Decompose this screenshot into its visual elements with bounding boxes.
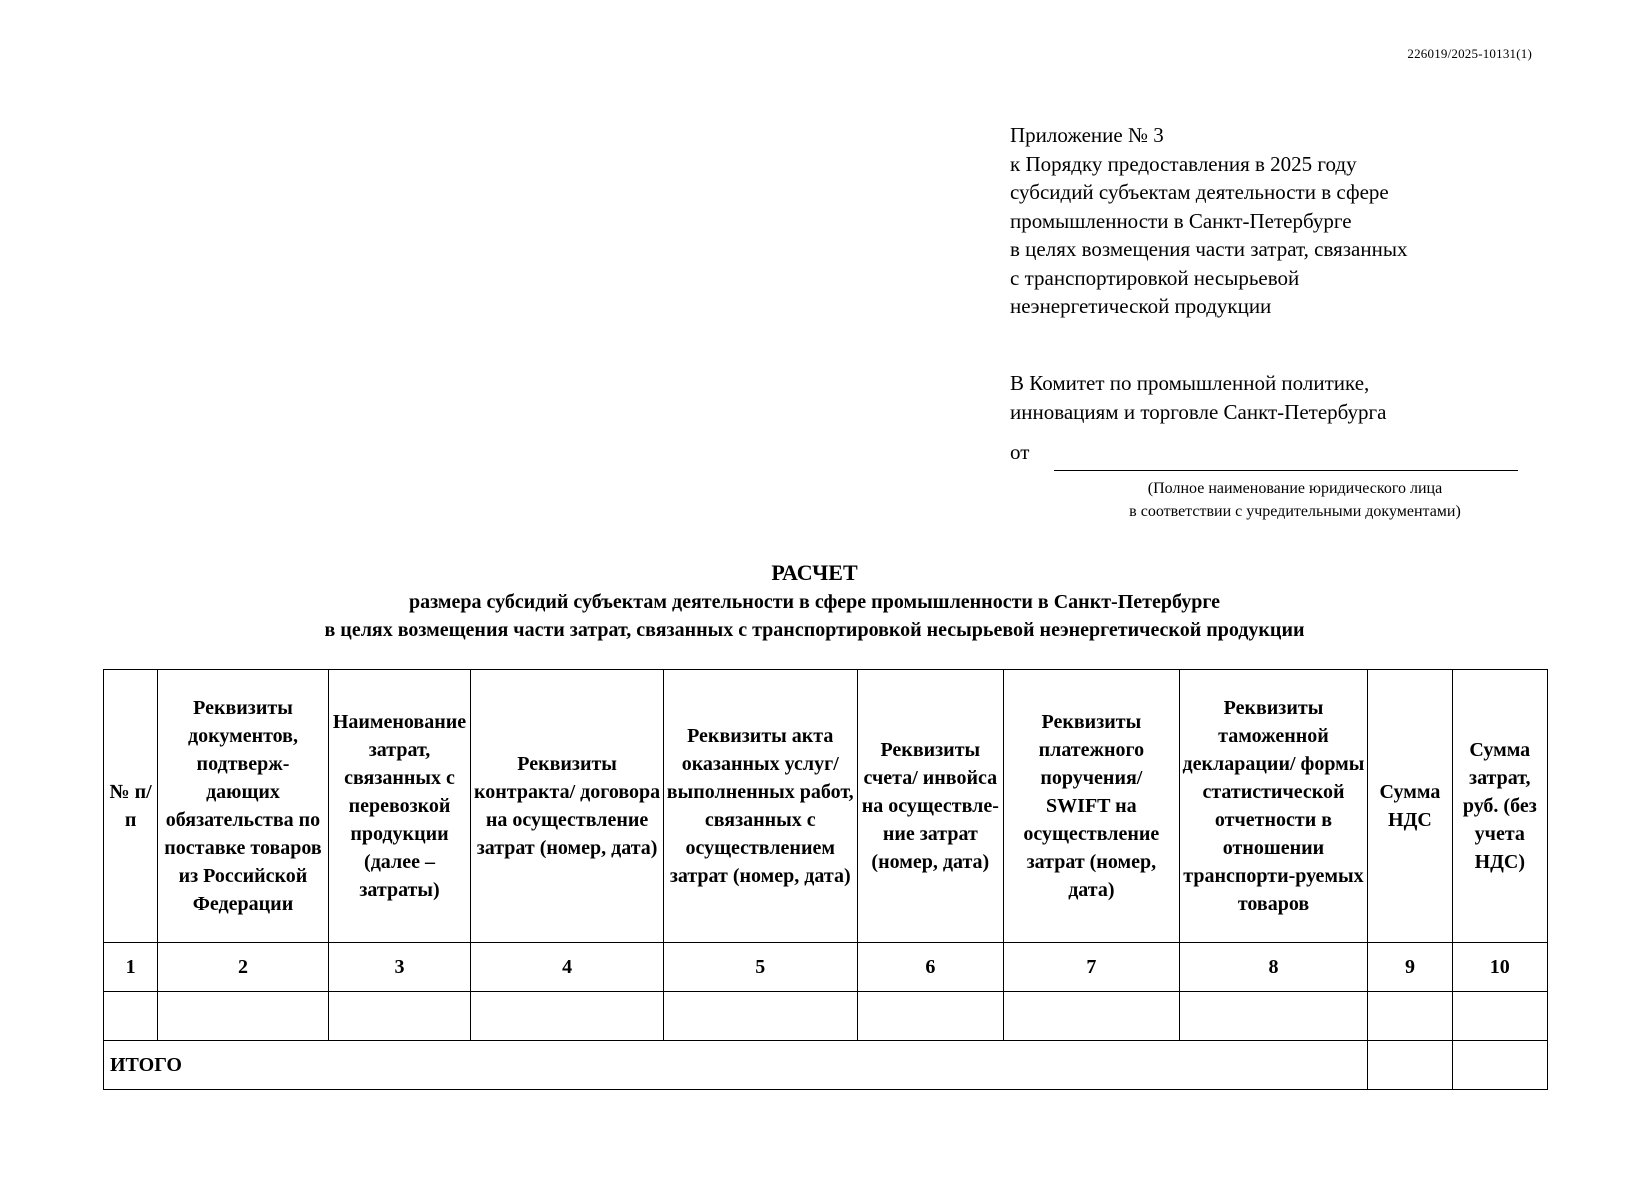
table-cell — [663, 992, 857, 1041]
appendix-line: в целях возмещения части затрат, связанных — [1010, 237, 1408, 261]
from-hint — [1060, 477, 1530, 523]
from-row — [1010, 440, 1520, 470]
total-label: ИТОГО — [104, 1041, 1368, 1090]
column-header: Наименование затрат, связанных с перевозкой продукции (далее – затраты) — [328, 670, 470, 943]
column-header: Сумма НДС — [1368, 670, 1452, 943]
from-fill-line — [1054, 470, 1518, 471]
table-cell — [857, 992, 1004, 1041]
table-cell — [104, 992, 158, 1041]
appendix-line: к Порядку предоставления в 2025 году — [1010, 151, 1357, 176]
from-label: от — [1010, 440, 1030, 464]
appendix-line: неэнергетической продукции — [1010, 294, 1272, 318]
column-number: 9 — [1368, 943, 1452, 992]
appendix-line: промышленности в Санкт-Петербурге — [1010, 208, 1352, 233]
column-number: 3 — [328, 943, 470, 992]
table-cell — [1452, 992, 1547, 1041]
column-header: Реквизиты платежного поручения/ SWIFT на осуществление затрат (номер, дата) — [1004, 670, 1180, 943]
from-hint-line: в соответствии с учредительными документами) — [1129, 503, 1461, 520]
calculation-table — [103, 669, 1548, 1090]
column-header: Реквизиты акта оказанных услуг/ выполненных работ, связанных с осуществлением затрат (номер, дата) — [663, 670, 857, 943]
column-number: 6 — [857, 943, 1004, 992]
title-sub-line: в целях возмещения части затрат, связанных с транспортировкой несырьевой неэнергетической продукции — [324, 619, 1305, 641]
appendix-line: субсидий субъектам деятельности в сфере — [1010, 180, 1389, 204]
document-title — [200, 558, 1429, 644]
column-number: 2 — [158, 943, 329, 992]
total-row — [104, 1041, 1548, 1090]
column-header: Сумма затрат, руб. (без учета НДС) — [1452, 670, 1547, 943]
appendix-line: Приложение № 3 — [1010, 123, 1164, 147]
recipient-line: В Комитет по промышленной политике, — [1010, 371, 1370, 395]
column-number: 1 — [104, 943, 158, 992]
table-cell — [1004, 992, 1180, 1041]
table-header-row — [104, 670, 1548, 943]
column-number: 7 — [1004, 943, 1180, 992]
column-number: 8 — [1179, 943, 1368, 992]
title-main: РАСЧЕТ — [771, 560, 858, 585]
table-cell — [471, 992, 664, 1041]
table-row — [104, 992, 1548, 1041]
recipient-block — [1010, 369, 1530, 426]
column-number: 5 — [663, 943, 857, 992]
column-header: Реквизиты документов, подтверж-дающих обязательства по поставке товаров из Российской Федерации — [158, 670, 329, 943]
column-header: Реквизиты таможенной декларации/ формы статистической отчетности в отношении транспорти-руемых товаров — [1179, 670, 1368, 943]
column-header: № п/п — [104, 670, 158, 943]
table-cell — [1368, 992, 1452, 1041]
appendix-block — [1010, 121, 1530, 321]
column-number: 10 — [1452, 943, 1547, 992]
column-header: Реквизиты счета/ инвойса на осуществле-ние затрат (номер, дата) — [857, 670, 1004, 943]
appendix-line: с транспортировкой несырьевой — [1010, 265, 1300, 290]
table-cell — [328, 992, 470, 1041]
column-number-row — [104, 943, 1548, 992]
column-number: 4 — [471, 943, 664, 992]
total-vat-cell — [1368, 1041, 1452, 1090]
table-cell — [158, 992, 329, 1041]
column-header: Реквизиты контракта/ договора на осуществление затрат (номер, дата) — [471, 670, 664, 943]
from-hint-line: (Полное наименование юридического лица — [1147, 480, 1443, 497]
title-sub-line: размера субсидий субъектам деятельности в сфере промышленности в Санкт-Петербурге — [408, 591, 1221, 613]
recipient-line: инновациям и торговле Санкт-Петербурга — [1010, 399, 1387, 424]
document-number: 226019/2025-10131(1) — [1407, 46, 1532, 61]
table-cell — [1179, 992, 1368, 1041]
total-sum-cell — [1452, 1041, 1547, 1090]
